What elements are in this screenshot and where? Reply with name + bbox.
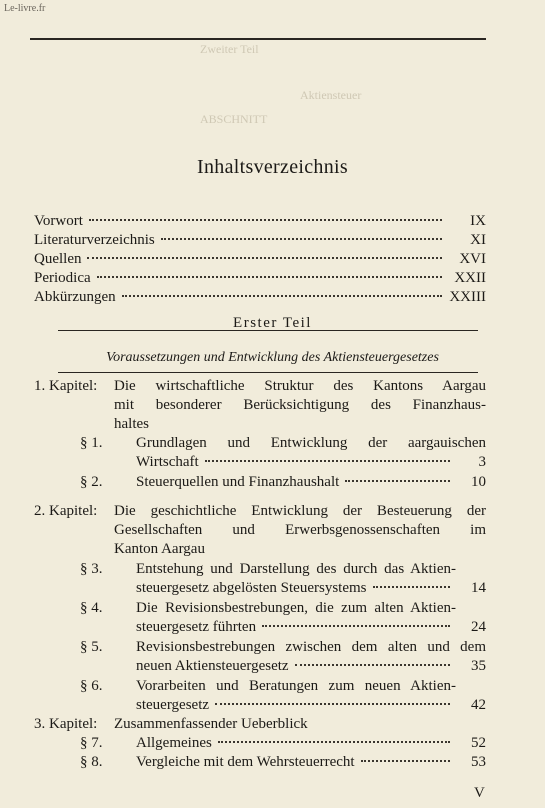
leader-dots bbox=[215, 703, 450, 705]
bleed-through-text: Aktiensteuer bbox=[300, 88, 362, 102]
leader-dots bbox=[373, 586, 451, 588]
section-number: § 4. bbox=[80, 600, 103, 616]
chapter-title-line[interactable]: Gesellschaften und Erwerbsgenossenschaften im bbox=[114, 522, 486, 538]
part-subtitle: Voraussetzungen und Entwicklung des Aktiensteuergesetzes bbox=[106, 350, 439, 365]
toc-entry-label: Vorwort bbox=[34, 213, 83, 229]
section-page: 10 bbox=[471, 474, 486, 490]
leader-dots bbox=[218, 741, 450, 743]
section-entry[interactable] bbox=[136, 754, 486, 771]
section-title-line[interactable]: Entstehung und Darstellung des durch das Aktien- bbox=[136, 561, 456, 577]
section-page: 52 bbox=[471, 735, 486, 751]
part-divider bbox=[58, 372, 478, 373]
section-page: 53 bbox=[471, 754, 486, 770]
page-number: V bbox=[474, 785, 485, 801]
chapter-title-line[interactable]: mit besonderer Berücksichtigung des Finanzhaus- bbox=[114, 397, 486, 413]
section-title-line: Allgemeines bbox=[136, 735, 212, 751]
section-number: § 6. bbox=[80, 678, 103, 694]
section-title-line: steuergesetz abgelösten Steuersystems bbox=[136, 580, 367, 596]
leader-dots bbox=[89, 219, 442, 221]
bleed-through-text: ABSCHNITT bbox=[200, 112, 268, 126]
section-number: § 5. bbox=[80, 639, 103, 655]
chapter-title-line[interactable]: Kanton Aargau bbox=[114, 541, 205, 557]
toc-entry-abkuerzungen[interactable] bbox=[34, 289, 486, 306]
catalog-mark: Le-livre.fr bbox=[4, 3, 46, 14]
section-title-line: steuergesetz führten bbox=[136, 619, 257, 635]
top-rule bbox=[30, 38, 486, 40]
section-title-line[interactable]: Vorarbeiten und Beratungen zum neuen Aktien- bbox=[136, 678, 456, 694]
section-title-line[interactable]: Die Revisionsbestrebungen, die zum alten Aktien- bbox=[136, 600, 456, 616]
chapter-label: 3. Kapitel: bbox=[34, 716, 98, 732]
leader-dots bbox=[87, 257, 442, 259]
section-page: 35 bbox=[471, 658, 486, 674]
section-number: § 7. bbox=[80, 735, 103, 751]
bleed-through-text: Zweiter Teil bbox=[200, 42, 259, 56]
toc-entry-label: Periodica bbox=[34, 270, 91, 286]
toc-entry-label: Literaturverzeichnis bbox=[34, 232, 155, 248]
section-page: 24 bbox=[471, 619, 486, 635]
chapter-title-line[interactable]: Zusammenfassender Ueberblick bbox=[114, 716, 308, 732]
section-entry[interactable] bbox=[136, 735, 486, 752]
leader-dots bbox=[262, 625, 450, 627]
page-title: Inhaltsverzeichnis bbox=[197, 156, 348, 178]
chapter-label: 1. Kapitel: bbox=[34, 378, 98, 394]
toc-entry-literaturverzeichnis[interactable] bbox=[34, 232, 486, 249]
section-entry[interactable] bbox=[136, 580, 486, 597]
toc-entry-page: XXIII bbox=[449, 289, 486, 305]
section-entry[interactable] bbox=[136, 658, 486, 675]
toc-entry-page: IX bbox=[470, 213, 486, 229]
section-number: § 2. bbox=[80, 474, 103, 490]
section-number: § 1. bbox=[80, 435, 103, 451]
toc-entry-periodica[interactable] bbox=[34, 270, 486, 287]
section-title-line: neuen Aktiensteuergesetz bbox=[136, 658, 289, 674]
chapter-label: 2. Kapitel: bbox=[34, 503, 98, 519]
part-heading: Erster Teil bbox=[233, 315, 312, 331]
toc-entry-page: XVI bbox=[459, 251, 486, 267]
leader-dots bbox=[361, 760, 450, 762]
section-title-line: Steuerquellen und Finanzhaushalt bbox=[136, 474, 340, 490]
toc-entry-label: Quellen bbox=[34, 251, 82, 267]
chapter-title-line[interactable]: Die wirtschaftliche Struktur des Kantons Aargau bbox=[114, 378, 486, 394]
leader-dots bbox=[97, 276, 442, 278]
section-entry[interactable] bbox=[136, 474, 486, 491]
section-title-line[interactable]: Revisionsbestrebungen zwischen dem alten und dem bbox=[136, 639, 486, 655]
leader-dots bbox=[122, 295, 442, 297]
section-title-line: steuergesetz bbox=[136, 697, 210, 713]
section-page: 42 bbox=[471, 697, 486, 713]
section-title-line[interactable]: Grundlagen und Entwicklung der aargauischen bbox=[136, 435, 486, 451]
leader-dots bbox=[345, 480, 450, 482]
leader-dots bbox=[161, 238, 442, 240]
section-number: § 8. bbox=[80, 754, 103, 770]
leader-dots bbox=[205, 460, 450, 462]
section-number: § 3. bbox=[80, 561, 103, 577]
section-entry[interactable] bbox=[136, 454, 486, 471]
chapter-title-line[interactable]: haltes bbox=[114, 416, 149, 432]
leader-dots bbox=[295, 664, 450, 666]
section-title-line: Vergleiche mit dem Wehrsteuerrecht bbox=[136, 754, 355, 770]
toc-entry-vorwort[interactable] bbox=[34, 213, 486, 230]
section-entry[interactable] bbox=[136, 619, 486, 636]
toc-entry-label: Abkürzungen bbox=[34, 289, 116, 305]
toc-entry-quellen[interactable] bbox=[34, 251, 486, 268]
toc-entry-page: XXII bbox=[454, 270, 486, 286]
section-entry[interactable] bbox=[136, 697, 486, 714]
section-page: 3 bbox=[478, 454, 486, 470]
toc-entry-page: XI bbox=[470, 232, 486, 248]
chapter-title-line[interactable]: Die geschichtliche Entwicklung der Besteuerung der bbox=[114, 503, 486, 519]
section-page: 14 bbox=[471, 580, 486, 596]
section-title-line: Wirtschaft bbox=[136, 454, 199, 470]
